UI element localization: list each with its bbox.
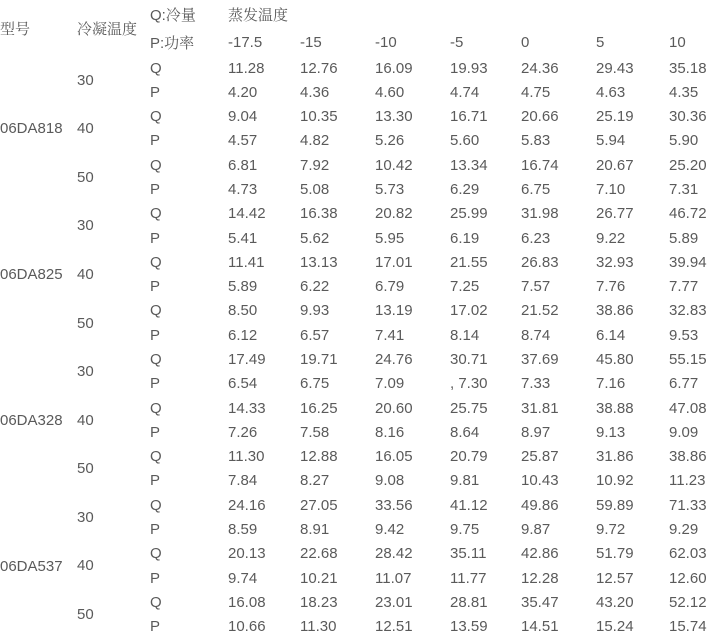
value-cell: 25.87 (521, 448, 559, 466)
value-cell: 8.27 (300, 472, 330, 490)
value-cell: 7.57 (521, 278, 551, 296)
value-cell: 20.13 (228, 545, 266, 563)
value-cell: 15.74 (669, 618, 707, 636)
qp-label-cell: Q (150, 59, 162, 77)
value-cell: 17.49 (228, 351, 266, 369)
value-cell: 5.83 (521, 132, 551, 150)
value-cell: 12.57 (596, 569, 634, 587)
qp-label-cell: P (150, 278, 161, 296)
value-cell: 25.99 (450, 205, 488, 223)
qp-label-cell: Q (150, 448, 162, 466)
value-cell: 12.60 (669, 569, 707, 587)
value-cell: 7.25 (450, 278, 480, 296)
value-cell: 6.22 (300, 278, 330, 296)
qp-label-cell: P (150, 229, 161, 247)
value-cell: 20.66 (521, 108, 559, 126)
value-cell: 7.31 (669, 181, 699, 199)
condensing-temp-cell: 50 (77, 314, 94, 332)
value-cell: 31.98 (521, 205, 559, 223)
value-cell: 9.93 (300, 302, 330, 320)
value-cell: 5.08 (300, 181, 330, 199)
value-cell: 14.33 (228, 399, 266, 417)
value-cell: 5.90 (669, 132, 699, 150)
value-cell: 13.19 (375, 302, 413, 320)
qp-label-cell: Q (150, 205, 162, 223)
value-cell: 43.20 (596, 593, 634, 611)
value-cell: 6.77 (669, 375, 699, 393)
evaporating-temp-header: 蒸发温度 (228, 6, 289, 24)
value-cell: 24.76 (375, 351, 413, 369)
value-cell: 6.75 (300, 375, 330, 393)
value-cell: 5.95 (375, 229, 405, 247)
value-cell: 5.94 (596, 132, 626, 150)
qp-label-cell: Q (150, 302, 162, 320)
value-cell: 7.09 (375, 375, 405, 393)
qp-label-cell: Q (150, 545, 162, 563)
evap-temp-tick: -10 (375, 33, 397, 51)
value-cell: 35.47 (521, 593, 559, 611)
evap-temp-tick: -17.5 (228, 33, 263, 51)
qp-label-cell: P (150, 132, 161, 150)
value-cell: 6.14 (596, 326, 626, 344)
value-cell: 11.28 (228, 59, 265, 77)
value-cell: 13.59 (450, 618, 488, 636)
qp-label-cell: P (150, 375, 161, 393)
value-cell: 25.20 (669, 156, 707, 174)
evap-temp-tick: -5 (450, 33, 464, 51)
header-row-1 (0, 0, 722, 28)
value-cell: 16.25 (300, 399, 338, 417)
value-cell: 25.19 (596, 108, 634, 126)
value-cell: 35.18 (669, 59, 707, 77)
table-row (0, 590, 722, 614)
evap-temp-tick: 5 (596, 33, 605, 51)
value-cell: 16.08 (228, 593, 266, 611)
value-cell: 37.69 (521, 351, 559, 369)
value-cell: 45.80 (596, 351, 634, 369)
value-cell: 10.35 (300, 108, 338, 126)
value-cell: 31.81 (521, 399, 559, 417)
value-cell: 9.87 (521, 520, 551, 538)
value-cell: 10.92 (596, 472, 634, 490)
model-name-cell: 06DA825 (0, 266, 63, 284)
value-cell: 9.09 (669, 423, 699, 441)
value-cell: 6.57 (300, 326, 330, 344)
value-cell: 21.52 (521, 302, 559, 320)
value-cell: 25.75 (450, 399, 488, 417)
table-row (0, 56, 722, 80)
value-cell: 7.41 (375, 326, 405, 344)
value-cell: 4.75 (521, 83, 551, 101)
value-cell: 4.57 (228, 132, 258, 150)
value-cell: 12.76 (300, 59, 338, 77)
value-cell: 6.79 (375, 278, 405, 296)
value-cell: 24.36 (521, 59, 559, 77)
value-cell: 6.12 (228, 326, 258, 344)
model-name-cell: 06DA328 (0, 411, 63, 429)
table-body (0, 56, 722, 639)
value-cell: 9.74 (228, 569, 258, 587)
value-cell: 20.60 (375, 399, 413, 417)
model-column-header: 型号 (0, 20, 31, 38)
value-cell: 10.42 (375, 156, 413, 174)
condensing-temp-cell: 40 (77, 411, 94, 429)
value-cell: 11.41 (228, 253, 265, 271)
value-cell: 6.75 (521, 181, 551, 199)
value-cell: 13.30 (375, 108, 413, 126)
value-cell: 8.50 (228, 302, 258, 320)
value-cell: 4.36 (300, 83, 330, 101)
value-cell: 15.24 (596, 618, 634, 636)
model-name-cell: 06DA537 (0, 557, 63, 575)
value-cell: 6.81 (228, 156, 258, 174)
table-row (0, 202, 722, 226)
value-cell: 9.13 (596, 423, 626, 441)
condensing-temp-cell: 40 (77, 557, 94, 575)
value-cell: 42.86 (521, 545, 559, 563)
value-cell: 20.67 (596, 156, 634, 174)
table-row (0, 396, 722, 420)
qp-label-cell: Q (150, 253, 162, 271)
value-cell: 16.71 (450, 108, 488, 126)
value-cell: 9.22 (596, 229, 626, 247)
value-cell: 5.89 (669, 229, 699, 247)
value-cell: 10.43 (521, 472, 559, 490)
qp-label-cell: P (150, 83, 161, 101)
condensing-temp-cell: 30 (77, 71, 94, 89)
value-cell: 4.20 (228, 83, 258, 101)
value-cell: 14.51 (521, 618, 559, 636)
value-cell: 71.33 (669, 496, 707, 514)
qp-label-cell: P (150, 618, 161, 636)
q-legend-label: Q:冷量 (150, 6, 196, 24)
value-cell: 4.63 (596, 83, 626, 101)
value-cell: 28.81 (450, 593, 488, 611)
value-cell: 18.23 (300, 593, 338, 611)
evap-temp-tick: 0 (521, 33, 530, 51)
value-cell: 6.23 (521, 229, 551, 247)
value-cell: 4.35 (669, 83, 699, 101)
value-cell: 4.82 (300, 132, 330, 150)
value-cell: 62.03 (669, 545, 707, 563)
qp-label-cell: Q (150, 399, 162, 417)
condensing-temp-cell: 50 (77, 606, 94, 624)
value-cell: 7.77 (669, 278, 699, 296)
value-cell: 29.43 (596, 59, 634, 77)
table-row (0, 542, 722, 566)
value-cell: , 7.30 (450, 375, 488, 393)
value-cell: 7.10 (596, 181, 626, 199)
evap-temp-tick: 10 (669, 33, 686, 51)
value-cell: 6.54 (228, 375, 258, 393)
value-cell: 5.41 (228, 229, 258, 247)
value-cell: 12.51 (375, 618, 413, 636)
value-cell: 11.07 (375, 569, 412, 587)
qp-label-cell: P (150, 569, 161, 587)
value-cell: 41.12 (450, 496, 488, 514)
value-cell: 8.74 (521, 326, 551, 344)
value-cell: 9.75 (450, 520, 480, 538)
table-row (0, 250, 722, 274)
qp-label-cell: Q (150, 496, 162, 514)
condensing-temp-cell: 30 (77, 508, 94, 526)
condensing-temp-cell: 40 (77, 120, 94, 138)
qp-label-cell: Q (150, 108, 162, 126)
table-row (0, 153, 722, 177)
value-cell: 7.33 (521, 375, 551, 393)
value-cell: 5.73 (375, 181, 405, 199)
value-cell: 4.60 (375, 83, 405, 101)
qp-label-cell: P (150, 326, 161, 344)
qp-label-cell: P (150, 472, 161, 490)
value-cell: 55.15 (669, 351, 707, 369)
value-cell: 46.72 (669, 205, 707, 223)
qp-label-cell: P (150, 181, 161, 199)
value-cell: 28.42 (375, 545, 413, 563)
value-cell: 32.93 (596, 253, 634, 271)
value-cell: 11.77 (450, 569, 487, 587)
value-cell: 38.86 (669, 448, 707, 466)
table-row (0, 299, 722, 323)
value-cell: 24.16 (228, 496, 266, 514)
value-cell: 13.13 (300, 253, 338, 271)
evap-temp-tick: -15 (300, 33, 322, 51)
value-cell: 8.16 (375, 423, 405, 441)
table-header (0, 0, 722, 56)
value-cell: 22.68 (300, 545, 338, 563)
value-cell: 13.34 (450, 156, 488, 174)
condensing-temp-column-header: 冷凝温度 (77, 20, 138, 38)
qp-label-cell: Q (150, 593, 162, 611)
value-cell: 39.94 (669, 253, 707, 271)
value-cell: 4.73 (228, 181, 258, 199)
value-cell: 27.05 (300, 496, 338, 514)
value-cell: 10.66 (228, 618, 266, 636)
value-cell: 20.82 (375, 205, 413, 223)
value-cell: 9.08 (375, 472, 405, 490)
value-cell: 9.42 (375, 520, 405, 538)
value-cell: 47.08 (669, 399, 707, 417)
value-cell: 11.30 (228, 448, 265, 466)
value-cell: 6.19 (450, 229, 480, 247)
value-cell: 5.89 (228, 278, 258, 296)
value-cell: 7.16 (596, 375, 626, 393)
qp-label-cell: P (150, 520, 161, 538)
value-cell: 19.93 (450, 59, 488, 77)
value-cell: 17.01 (375, 253, 413, 271)
value-cell: 9.53 (669, 326, 699, 344)
value-cell: 7.84 (228, 472, 258, 490)
value-cell: 5.60 (450, 132, 480, 150)
value-cell: 23.01 (375, 593, 413, 611)
value-cell: 38.86 (596, 302, 634, 320)
value-cell: 7.76 (596, 278, 626, 296)
value-cell: 30.71 (450, 351, 488, 369)
value-cell: 6.29 (450, 181, 480, 199)
value-cell: 9.81 (450, 472, 480, 490)
model-name-cell: 06DA818 (0, 120, 63, 138)
value-cell: 4.74 (450, 83, 480, 101)
qp-label-cell: P (150, 423, 161, 441)
value-cell: 19.71 (300, 351, 338, 369)
value-cell: 21.55 (450, 253, 488, 271)
value-cell: 14.42 (228, 205, 266, 223)
value-cell: 49.86 (521, 496, 559, 514)
condensing-temp-cell: 30 (77, 363, 94, 381)
value-cell: 16.05 (375, 448, 413, 466)
value-cell: 35.11 (450, 545, 487, 563)
value-cell: 8.14 (450, 326, 480, 344)
table-row (0, 445, 722, 469)
value-cell: 51.79 (596, 545, 634, 563)
condensing-temp-cell: 50 (77, 460, 94, 478)
value-cell: 8.64 (450, 423, 480, 441)
value-cell: 16.09 (375, 59, 413, 77)
value-cell: 30.36 (669, 108, 707, 126)
table-row (0, 105, 722, 129)
value-cell: 7.26 (228, 423, 258, 441)
value-cell: 16.74 (521, 156, 559, 174)
condensing-temp-cell: 40 (77, 266, 94, 284)
value-cell: 31.86 (596, 448, 634, 466)
value-cell: 20.79 (450, 448, 488, 466)
value-cell: 5.26 (375, 132, 405, 150)
value-cell: 11.30 (300, 618, 337, 636)
value-cell: 10.21 (300, 569, 338, 587)
value-cell: 8.97 (521, 423, 551, 441)
value-cell: 8.59 (228, 520, 258, 538)
value-cell: 9.04 (228, 108, 258, 126)
value-cell: 12.28 (521, 569, 559, 587)
value-cell: 26.77 (596, 205, 634, 223)
value-cell: 7.92 (300, 156, 330, 174)
value-cell: 32.83 (669, 302, 707, 320)
value-cell: 9.72 (596, 520, 626, 538)
value-cell: 8.91 (300, 520, 330, 538)
value-cell: 12.88 (300, 448, 338, 466)
value-cell: 38.88 (596, 399, 634, 417)
qp-label-cell: Q (150, 351, 162, 369)
value-cell: 16.38 (300, 205, 338, 223)
condensing-temp-cell: 50 (77, 168, 94, 186)
value-cell: 59.89 (596, 496, 634, 514)
value-cell: 52.12 (669, 593, 707, 611)
condensing-temp-cell: 30 (77, 217, 94, 235)
table-row (0, 347, 722, 371)
p-legend-label: P:功率 (150, 34, 195, 52)
value-cell: 17.02 (450, 302, 488, 320)
value-cell: 5.62 (300, 229, 330, 247)
value-cell: 33.56 (375, 496, 413, 514)
table-row (0, 493, 722, 517)
value-cell: 11.23 (669, 472, 706, 490)
value-cell: 7.58 (300, 423, 330, 441)
value-cell: 26.83 (521, 253, 559, 271)
value-cell: 9.29 (669, 520, 699, 538)
qp-label-cell: Q (150, 156, 162, 174)
